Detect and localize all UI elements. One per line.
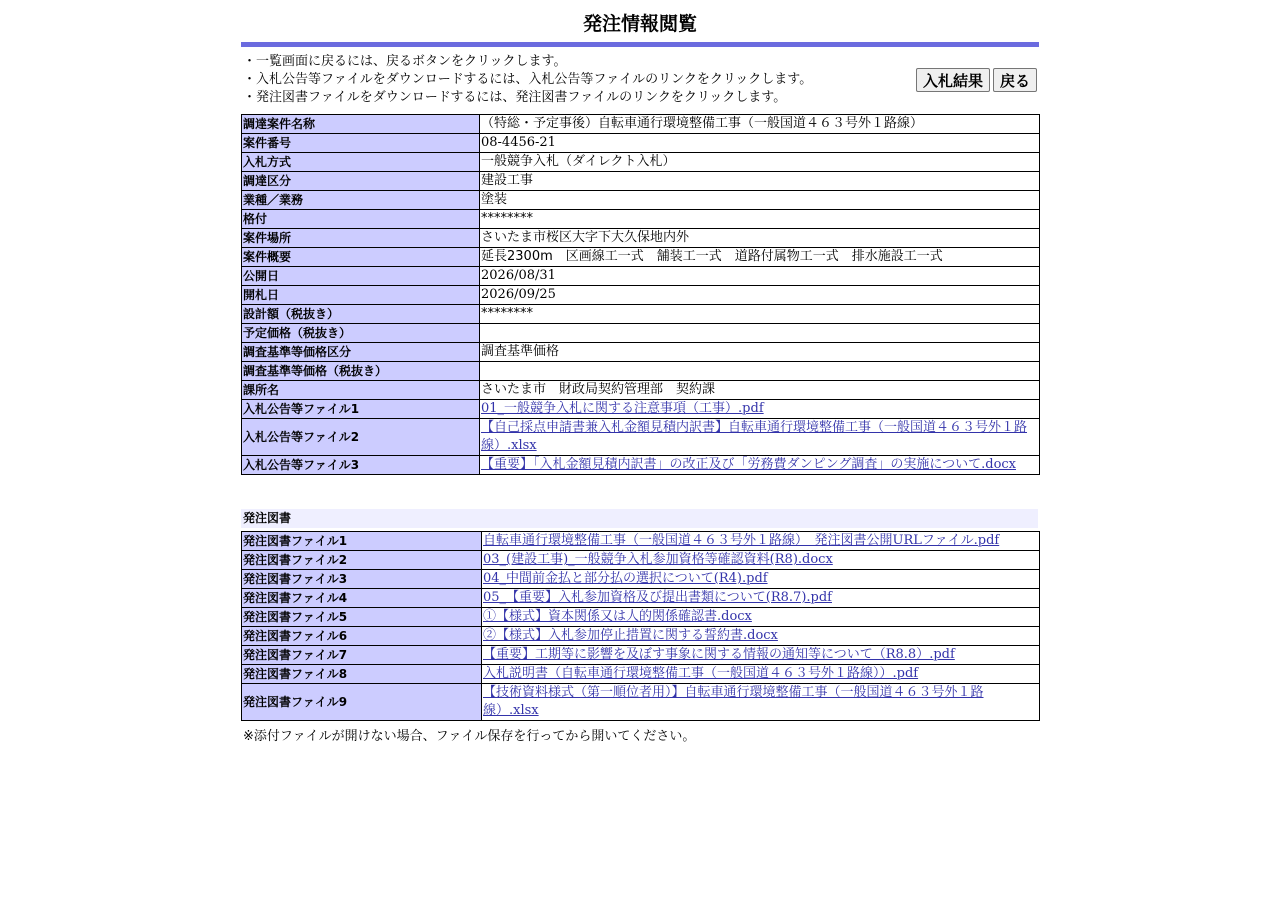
row-label: 公開日	[242, 267, 480, 286]
row-label: 入札方式	[242, 153, 480, 172]
table-row	[242, 419, 1040, 456]
row-value	[482, 627, 1040, 646]
row-value: 一般競争入札（ダイレクト入札）	[480, 153, 1040, 172]
instruction-list	[243, 53, 812, 107]
row-label: 入札公告等ファイル2	[242, 419, 480, 456]
table-row	[242, 134, 1040, 153]
row-label: 発注図書ファイル7	[242, 646, 482, 665]
bid-notice-file-link[interactable]: 01_一般競争入札に関する注意事項（工事）.pdf	[481, 401, 764, 416]
table-row	[242, 324, 1040, 343]
row-value: ********	[480, 305, 1040, 324]
table-row	[242, 267, 1040, 286]
order-doc-file-link[interactable]: 【技術資料様式（第一順位者用）】自転車通行環境整備工事（一般国道４６３号外１路線）.xlsx	[483, 685, 984, 718]
row-value	[480, 324, 1040, 343]
table-row	[242, 305, 1040, 324]
table-row	[242, 191, 1040, 210]
order-doc-file-link[interactable]: ①【様式】資本関係又は人的関係確認書.docx	[483, 609, 752, 624]
row-label: 予定価格（税抜き）	[242, 324, 480, 343]
row-label: 発注図書ファイル5	[242, 608, 482, 627]
table-row	[242, 551, 1040, 570]
row-label: 調達区分	[242, 172, 480, 191]
row-value	[480, 419, 1040, 456]
row-label: 調査基準等価格区分	[242, 343, 480, 362]
row-value: 塗装	[480, 191, 1040, 210]
row-value: 2026/08/31	[480, 267, 1040, 286]
instructions-area	[241, 47, 1039, 114]
back-button[interactable]: 戻る	[993, 68, 1037, 92]
table-row	[242, 532, 1040, 551]
row-label: 発注図書ファイル3	[242, 570, 482, 589]
row-label: 格付	[242, 210, 480, 229]
table-row	[242, 343, 1040, 362]
row-value	[482, 551, 1040, 570]
order-doc-file-link[interactable]: 05_【重要】入札参加資格及び提出書類について(R8.7).pdf	[483, 590, 832, 605]
order-info-table	[241, 114, 1040, 475]
instruction-line: ・発注図書ファイルをダウンロードするには、発注図書ファイルのリンクをクリックします。	[243, 90, 787, 105]
bid-notice-file-link[interactable]: 【重要】「入札金額見積内訳書」の改正及び「労務費ダンピング調査」の実施について.docx	[481, 457, 1017, 472]
row-label: 発注図書ファイル1	[242, 532, 482, 551]
page-title: 発注情報閲覧	[582, 13, 697, 35]
order-doc-file-link[interactable]: 03_(建設工事)_一般競争入札参加資格等確認資料(R8).docx	[483, 552, 833, 567]
row-value: （特総・予定事後）自転車通行環境整備工事（一般国道４６３号外１路線）	[480, 115, 1040, 134]
action-buttons	[916, 68, 1037, 92]
table-row	[242, 570, 1040, 589]
row-value: さいたま市桜区大字下大久保地内外	[480, 229, 1040, 248]
table-row	[242, 248, 1040, 267]
row-label: 課所名	[242, 381, 480, 400]
row-value: 建設工事	[480, 172, 1040, 191]
row-label: 設計額（税抜き）	[242, 305, 480, 324]
row-value: さいたま市 財政局契約管理部 契約課	[480, 381, 1040, 400]
row-label: 調査基準等価格（税抜き）	[242, 362, 480, 381]
page-container	[241, 0, 1039, 744]
bid-result-button[interactable]: 入札結果	[916, 68, 990, 92]
table-row	[242, 684, 1040, 721]
instruction-line: ・一覧画面に戻るには、戻るボタンをクリックします。	[243, 54, 567, 69]
row-label: 入札公告等ファイル1	[242, 400, 480, 419]
row-label: 案件場所	[242, 229, 480, 248]
docs-section-title: 発注図書	[241, 509, 1038, 528]
row-value	[482, 532, 1040, 551]
row-label: 業種／業務	[242, 191, 480, 210]
row-label: 案件番号	[242, 134, 480, 153]
row-value: ********	[480, 210, 1040, 229]
row-label: 案件概要	[242, 248, 480, 267]
table-row	[242, 665, 1040, 684]
row-label: 発注図書ファイル4	[242, 589, 482, 608]
order-doc-file-link[interactable]: ②【様式】入札参加停止措置に関する誓約書.docx	[483, 628, 778, 643]
row-value	[482, 570, 1040, 589]
row-value	[482, 646, 1040, 665]
row-label: 調達案件名称	[242, 115, 480, 134]
table-row	[242, 646, 1040, 665]
row-label: 発注図書ファイル9	[242, 684, 482, 721]
row-value	[482, 589, 1040, 608]
instruction-line: ・入札公告等ファイルをダウンロードするには、入札公告等ファイルのリンクをクリックします。	[243, 72, 813, 87]
table-row	[242, 381, 1040, 400]
row-value	[480, 400, 1040, 419]
row-value: 2026/09/25	[480, 286, 1040, 305]
table-row	[242, 608, 1040, 627]
order-doc-file-link[interactable]: 自転車通行環境整備工事（一般国道４６３号外１路線） 発注図書公開URLファイル.pdf	[483, 533, 1000, 548]
table-row	[242, 456, 1040, 475]
row-value	[480, 362, 1040, 381]
row-label: 開札日	[242, 286, 480, 305]
table-row	[242, 153, 1040, 172]
order-doc-file-link[interactable]: 【重要】工期等に影響を及ぼす事象に関する情報の通知等について（R8.8）.pdf	[483, 647, 955, 662]
row-value	[480, 456, 1040, 475]
row-value	[482, 608, 1040, 627]
row-label: 発注図書ファイル2	[242, 551, 482, 570]
table-row	[242, 627, 1040, 646]
table-row	[242, 229, 1040, 248]
footnote: ※添付ファイルが開けない場合、ファイル保存を行ってから開いてください。	[243, 729, 696, 744]
table-row	[242, 286, 1040, 305]
table-row	[242, 400, 1040, 419]
bid-notice-file-link[interactable]: 【自己採点申請書兼入札金額見積内訳書】自転車通行環境整備工事（一般国道４６３号外１路線）.xlsx	[481, 420, 1028, 453]
row-value	[482, 684, 1040, 721]
row-value: 08-4456-21	[480, 134, 1040, 153]
row-value: 延長2300m 区画線工一式 舗装工一式 道路付属物工一式 排水施設工一式	[480, 248, 1040, 267]
docs-table	[241, 531, 1040, 721]
row-label: 発注図書ファイル8	[242, 665, 482, 684]
row-value: 調査基準価格	[480, 343, 1040, 362]
table-row	[242, 589, 1040, 608]
table-row	[242, 362, 1040, 381]
table-row	[242, 210, 1040, 229]
row-value	[482, 665, 1040, 684]
table-row	[242, 115, 1040, 134]
row-label: 入札公告等ファイル3	[242, 456, 480, 475]
order-doc-file-link[interactable]: 入札説明書（自転車通行環境整備工事（一般国道４６３号外１路線））.pdf	[483, 666, 919, 681]
table-row	[242, 172, 1040, 191]
row-label: 発注図書ファイル6	[242, 627, 482, 646]
order-doc-file-link[interactable]: 04_中間前金払と部分払の選択について(R4).pdf	[483, 571, 768, 586]
